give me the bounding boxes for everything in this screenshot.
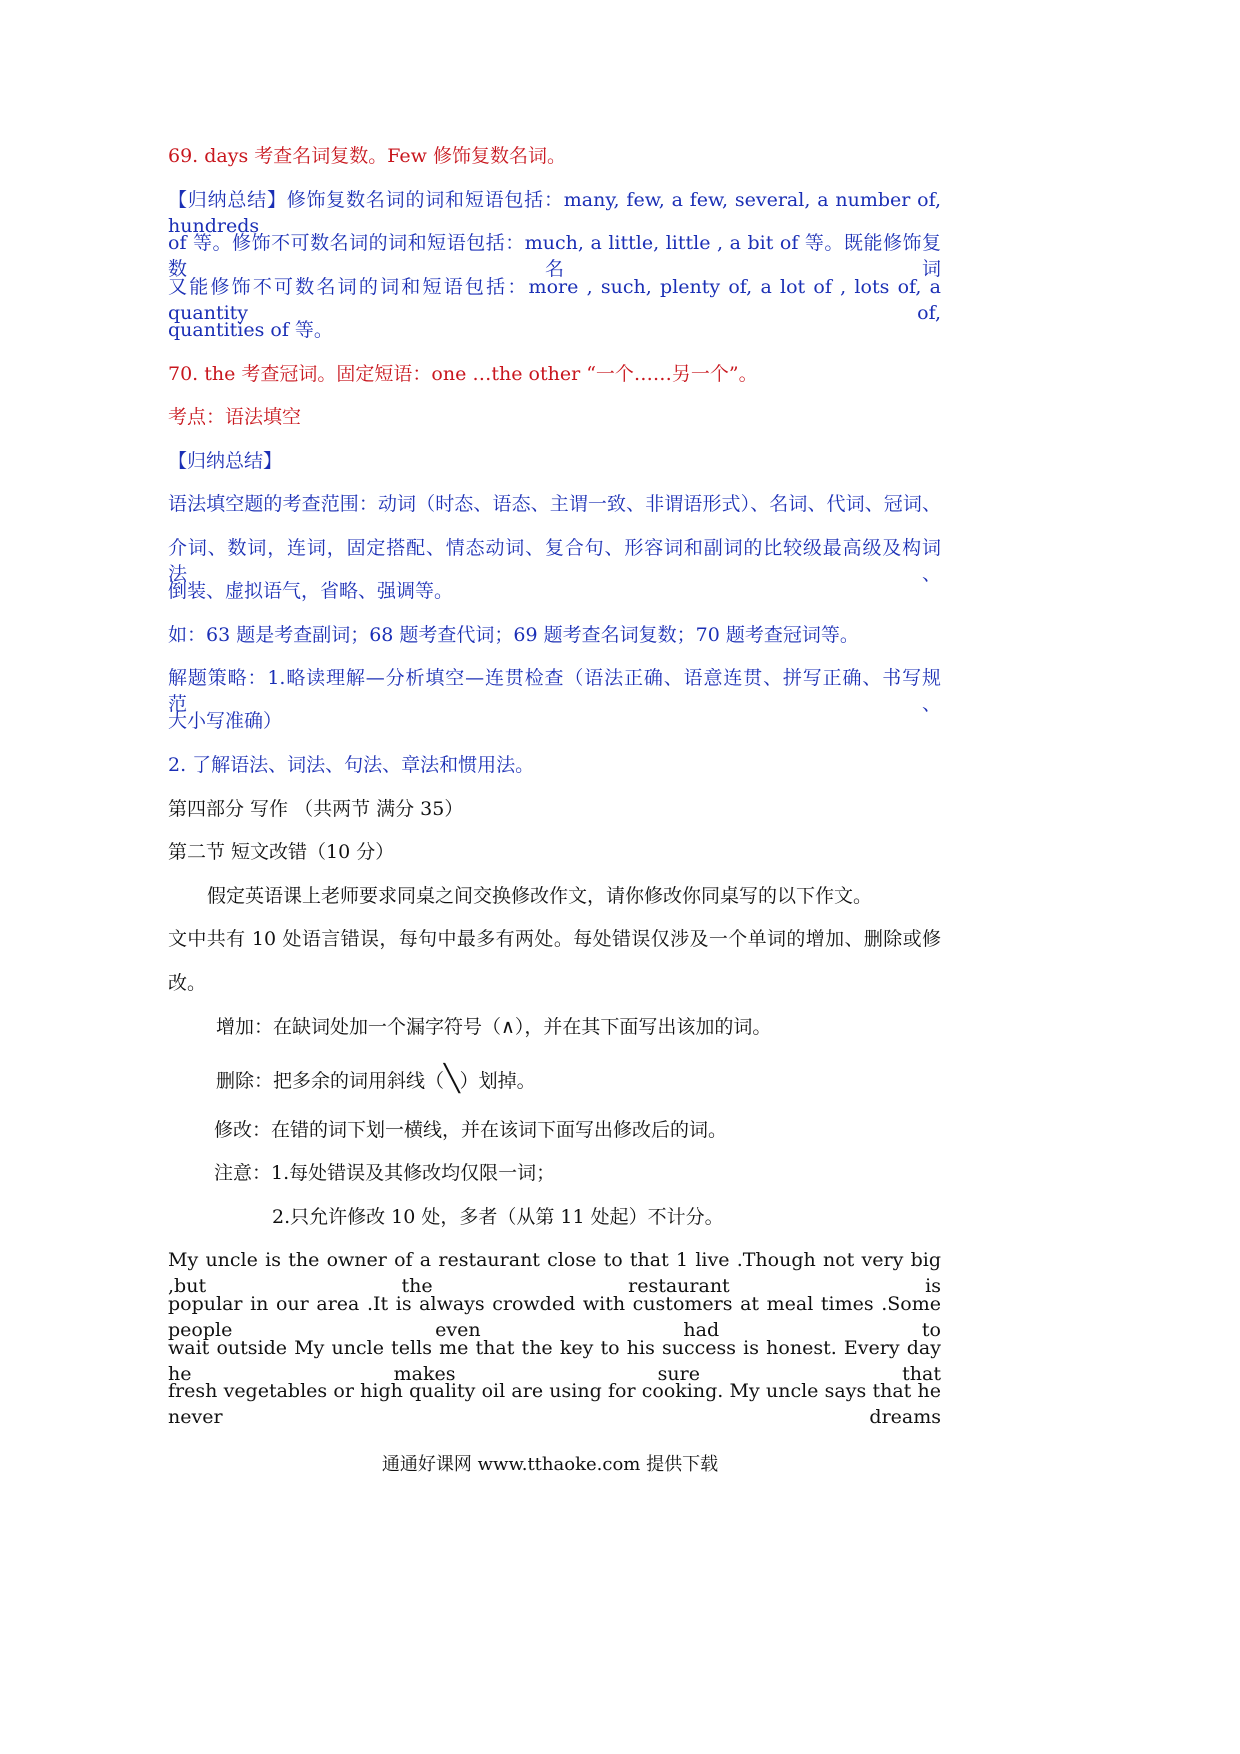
note-line-1: 注意：1.每处错误及其修改均仅限一词； — [214, 1162, 556, 1184]
strategy-line-2: 大小写准确） — [168, 710, 283, 732]
summary-1-line-4: quantities of 等。 — [168, 319, 333, 341]
rule-modify: 修改：在错的词下划一横线，并在该词下面写出修改后的词。 — [214, 1119, 728, 1141]
instruction-line-3: 改。 — [168, 972, 207, 994]
kaodian-heading: 考点：语法填空 — [168, 406, 302, 428]
rule-delete-text-a: 删除：把多余的词用斜线（ — [216, 1070, 445, 1092]
rule-add: 增加：在缺词处加一个漏字符号（∧），并在其下面写出该加的词。 — [216, 1016, 772, 1038]
summary-1-line-2: of 等。修饰不可数名词的词和短语包括：much, a little, little , a bit of 等。既能修饰复数名词 — [168, 232, 941, 280]
section-2-heading: 第二节 短文改错（10 分） — [168, 841, 395, 863]
strategy-line-1: 解题策略：1.略读理解—分析填空—连贯检查（语法正确、语意连贯、拼写正确、书写规范、 — [168, 667, 941, 715]
passage-line-3: wait outside My uncle tells me that the key to his success is honest. Every day he makes sure that — [168, 1337, 941, 1385]
passage-line-2: popular in our area .It is always crowded with customers at meal times .Some people even had to — [168, 1293, 941, 1341]
instruction-line-1: 假定英语课上老师要求同桌之间交换修改作文，请你修改你同桌写的以下作文。 — [207, 885, 873, 907]
scope-line-3: 倒装、虚拟语气，省略、强调等。 — [168, 580, 454, 602]
passage-line-1: My uncle is the owner of a restaurant close to that 1 live .Though not very big ,but the restaurant is — [168, 1249, 941, 1297]
rule-delete — [216, 1066, 536, 1094]
strategy-line-3: 2. 了解语法、词法、句法、章法和惯用法。 — [168, 754, 535, 776]
example-line: 如：63 题是考查副词；68 题考查代词；69 题考查名词复数；70 题考查冠词等。 — [168, 624, 859, 646]
summary-1-line-3: 又能修饰不可数名词的词和短语包括：more , such, plenty of, a lot of , lots of, a quantity of, — [168, 276, 941, 324]
rule-delete-text-b: ）划掉。 — [459, 1070, 536, 1092]
summary-2-heading: 【归纳总结】 — [168, 450, 283, 472]
slash-symbol: ╲ — [444, 1064, 460, 1094]
scope-line-2: 介词、数词，连词，固定搭配、情态动词、复合句、形容词和副词的比较级最高级及构词法、 — [168, 537, 941, 585]
part-4-heading: 第四部分 写作 （共两节 满分 35） — [168, 798, 464, 820]
note-line-2: 2.只允许修改 10 处，多者（从第 11 处起）不计分。 — [272, 1206, 724, 1228]
answer-69: 69. days 考查名词复数。Few 修饰复数名词。 — [168, 145, 566, 167]
page-footer: 通通好课网 www.tthaoke.com 提供下载 — [381, 1454, 719, 1475]
answer-70: 70. the 考查冠词。固定短语：one …the other “一个……另一个”。 — [168, 363, 758, 385]
passage-line-4: fresh vegetables or high quality oil are using for cooking. My uncle says that he never dreams — [168, 1380, 941, 1428]
instruction-line-2: 文中共有 10 处语言错误，每句中最多有两处。每处错误仅涉及一个单词的增加、删除或修 — [168, 928, 941, 950]
scope-line-1: 语法填空题的考查范围：动词（时态、语态、主谓一致、非谓语形式）、名词、代词、冠词、 — [168, 493, 941, 515]
summary-1-line-1: 【归纳总结】修饰复数名词的词和短语包括：many, few, a few, several, a number of, hundreds — [168, 189, 941, 237]
